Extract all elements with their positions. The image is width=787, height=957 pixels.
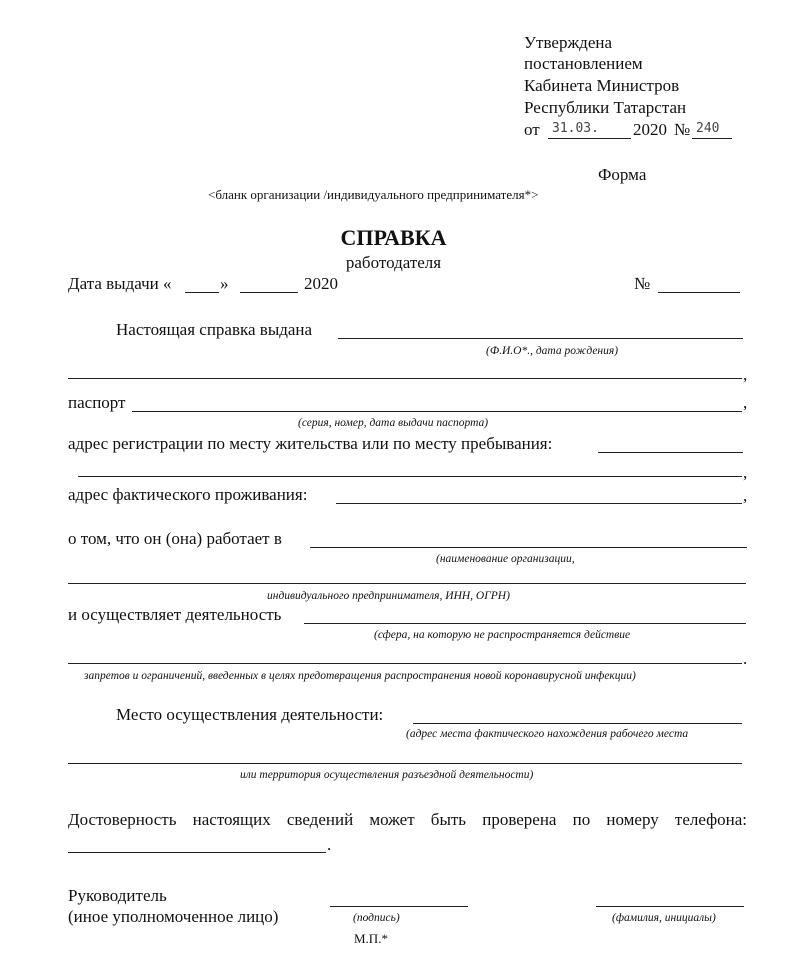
issue-date-quote: » (220, 274, 229, 293)
place-label: Место осуществления деятельности: (116, 705, 384, 724)
name-line (596, 906, 744, 907)
comma-3: , (743, 463, 748, 482)
actual-address-label: адрес фактического проживания: (68, 485, 308, 504)
issued-to-line-2 (68, 378, 742, 379)
works-at-line (310, 547, 747, 548)
activity-caption-1: (сфера, на которую не распространяется действие (374, 629, 631, 641)
issue-number-line (658, 292, 740, 293)
activity-line-2 (68, 663, 742, 664)
reg-address-line-2 (78, 476, 742, 477)
period-1: . (743, 649, 748, 668)
document-subtitle: работодателя (345, 253, 442, 272)
approval-number-value: 240 (696, 121, 720, 136)
place-line-2 (68, 763, 742, 764)
activity-line (304, 623, 746, 624)
approval-line-4: Республики Татарстан (524, 98, 687, 117)
works-at-caption-2: индивидуального предпринимателя, ИНН, ОГРН) (267, 590, 510, 602)
approval-date-value: 31.03. (552, 121, 599, 136)
issued-to-label: Настоящая справка выдана (116, 320, 313, 339)
passport-label: паспорт (68, 393, 126, 412)
issued-to-line (338, 338, 743, 339)
comma-1: , (743, 365, 748, 384)
approval-line-2: постановлением (524, 54, 643, 73)
works-at-line-2 (68, 583, 746, 584)
approval-year: 2020 (633, 120, 667, 139)
activity-label: и осуществляет деятельность (68, 605, 282, 624)
issue-year: 2020 (304, 274, 338, 293)
works-at-caption-1: (наименование организации, (436, 553, 575, 565)
form-label: Форма (598, 165, 647, 184)
place-line (413, 723, 742, 724)
stamp-label: М.П.* (354, 931, 388, 946)
works-at-label: о том, что он (она) работает в (68, 529, 282, 548)
place-caption-1: (адрес места фактического нахождения рабочего места (406, 728, 689, 740)
document-title: СПРАВКА (340, 225, 447, 250)
issue-day-line (185, 292, 219, 293)
signature-caption: (подпись) (353, 912, 400, 924)
activity-caption-2: запретов и ограничений, введенных в целях предотвращения распространения новой коронавирусной инфекции) (84, 670, 636, 682)
verify-text: Достоверность настоящих сведений может быть проверена по номеру телефона: (68, 810, 747, 829)
passport-line (132, 411, 742, 412)
issue-date-label: Дата выдачи « (68, 274, 172, 293)
period-2: . (327, 835, 332, 854)
place-caption-2: или территория осуществления разъездной деятельности) (240, 769, 534, 781)
approval-line-1: Утверждена (524, 33, 613, 52)
head-label: Руководитель (68, 886, 167, 905)
actual-address-line (336, 503, 742, 504)
comma-2: , (743, 393, 748, 412)
approval-number-sign: № (674, 120, 691, 139)
approval-from-prefix: от (524, 120, 540, 139)
reg-address-line (598, 452, 743, 453)
approval-line-3: Кабинета Министров (524, 76, 680, 95)
name-caption: (фамилия, инициалы) (612, 912, 716, 924)
issue-number-sign: № (634, 274, 651, 293)
verify-phone-line (68, 852, 326, 853)
issued-to-caption: (Ф.И.О*., дата рождения) (486, 345, 619, 357)
passport-caption: (серия, номер, дата выдачи паспорта) (298, 417, 489, 429)
blank-note: <бланк организации /индивидуального предпринимателя*> (208, 187, 539, 202)
approval-number-line (692, 138, 732, 139)
comma-4: , (743, 486, 748, 505)
approval-date-line (548, 138, 631, 139)
head-label-2: (иное уполномоченное лицо) (68, 907, 279, 926)
reg-address-label: адрес регистрации по месту жительства или по месту пребывания: (68, 434, 553, 453)
issue-month-line (240, 292, 298, 293)
signature-line (330, 906, 468, 907)
